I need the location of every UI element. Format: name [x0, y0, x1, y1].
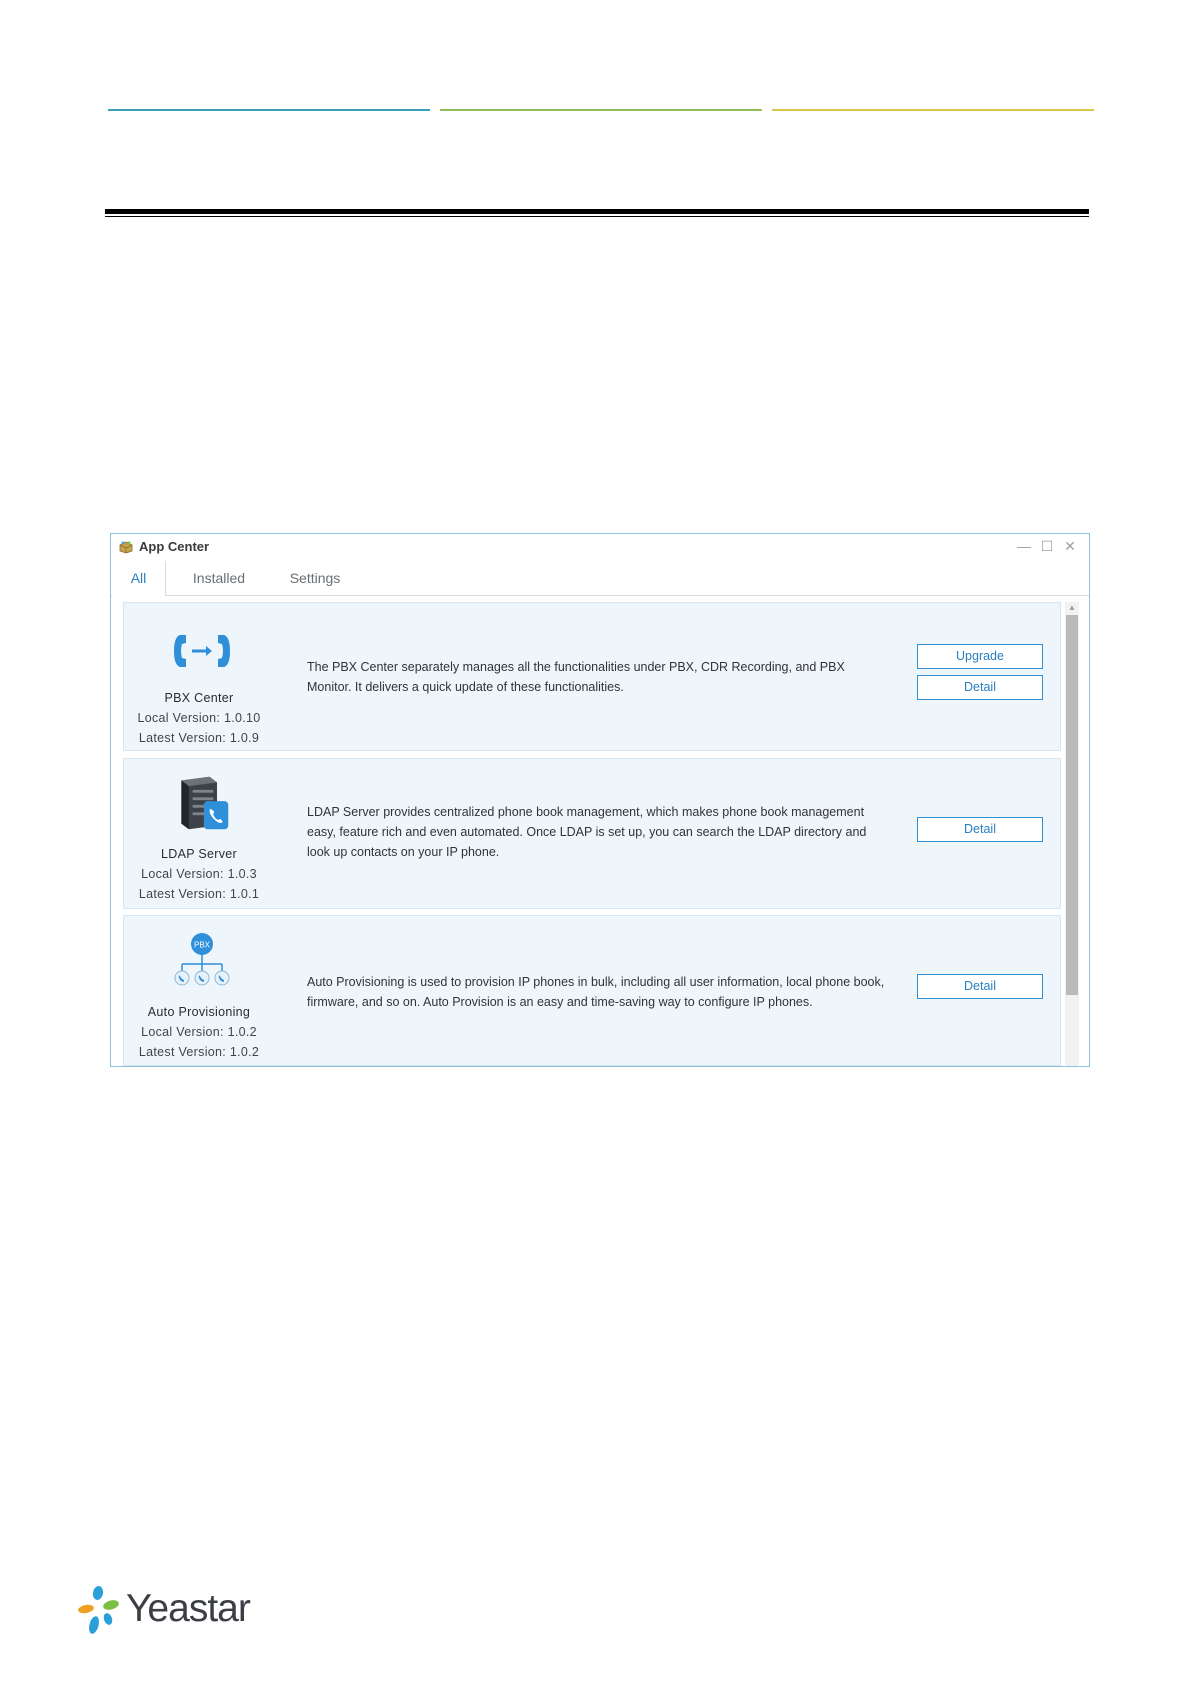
- minimize-icon[interactable]: —: [1017, 538, 1031, 554]
- app-center-window: [110, 533, 1090, 1067]
- scroll-thumb[interactable]: [1066, 615, 1078, 995]
- app-description: LDAP Server provides centralized phone book management, which makes phone book management easy, feature rich and even automated. Once LDAP is set up, you can search the LDAP directory and look up contacts on your IP phone.: [307, 805, 867, 859]
- ldap-server-icon: [170, 773, 234, 833]
- app-name: Auto Provisioning: [147, 1005, 251, 1019]
- local-version: Local Version: 1.0.10: [137, 711, 261, 725]
- tab-installed[interactable]: Installed: [192, 570, 246, 586]
- app-name: LDAP Server: [160, 847, 238, 861]
- vertical-scrollbar[interactable]: [1065, 602, 1079, 1066]
- yeastar-mark-icon: [78, 1585, 124, 1637]
- header-rule-teal: [108, 109, 430, 111]
- upgrade-button[interactable]: Upgrade: [917, 644, 1043, 669]
- detail-button[interactable]: Detail: [917, 675, 1043, 700]
- header-rule-yellow: [772, 109, 1094, 111]
- app-card-ldap-server: [123, 758, 1061, 909]
- yeastar-logo: [78, 1585, 248, 1637]
- app-list: [123, 602, 1061, 1066]
- app-card-auto-provisioning: [123, 915, 1061, 1066]
- detail-button[interactable]: Detail: [917, 817, 1043, 842]
- pbx-label: PBX: [193, 940, 211, 950]
- local-version: Local Version: 1.0.2: [141, 1025, 257, 1039]
- close-icon[interactable]: ✕: [1064, 538, 1076, 554]
- app-name: PBX Center: [164, 691, 234, 705]
- window-titlebar: [111, 534, 1089, 561]
- latest-version: Latest Version: 1.0.2: [138, 1045, 260, 1059]
- brand-name: Yeastar: [126, 1587, 250, 1630]
- latest-version: Latest Version: 1.0.1: [138, 887, 260, 901]
- detail-button[interactable]: Detail: [917, 974, 1043, 999]
- window-title: App Center: [139, 539, 210, 554]
- app-description: The PBX Center separately manages all the functionalities under PBX, CDR Recording, and PBX Monitor. It delivers a quick update of these functionalities.: [307, 660, 845, 694]
- local-version: Local Version: 1.0.3: [141, 867, 257, 881]
- scroll-up-icon[interactable]: ▲: [1068, 603, 1076, 612]
- header-rule-green: [440, 109, 762, 111]
- app-description: Auto Provisioning is used to provision IP phones in bulk, including all user information, local phone book, firmware, and so on. Auto Provision is an easy and time-saving way to configure IP phones.: [307, 975, 885, 1009]
- app-center-icon: [118, 540, 134, 554]
- tab-all[interactable]: All: [112, 561, 166, 596]
- latest-version: Latest Version: 1.0.9: [138, 731, 260, 745]
- auto-provisioning-icon: [170, 932, 234, 992]
- tab-bar: [111, 561, 1089, 596]
- maximize-icon[interactable]: ☐: [1040, 538, 1054, 554]
- section-divider: [105, 209, 1089, 214]
- pbx-center-icon: [170, 623, 234, 683]
- tab-settings[interactable]: Settings: [289, 570, 341, 586]
- app-card-pbx-center: [123, 602, 1061, 751]
